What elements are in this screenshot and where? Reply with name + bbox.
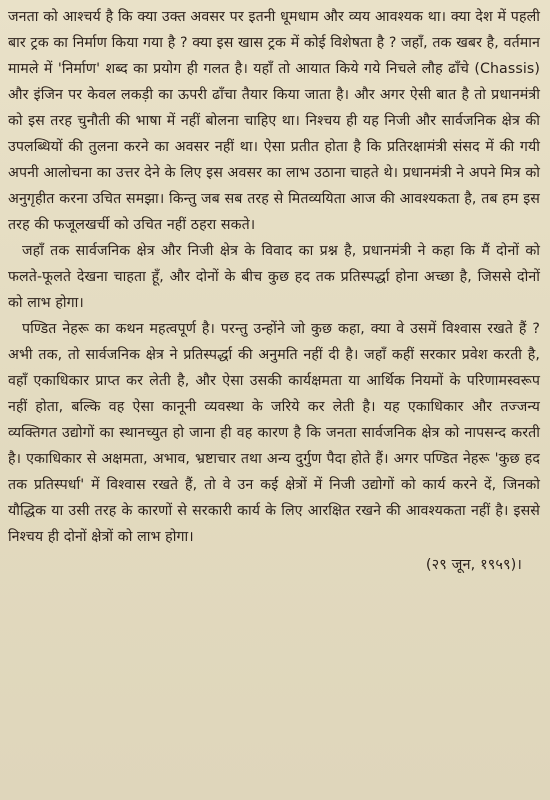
paragraph-3: पण्डित नेहरू का कथन महत्वपूर्ण है। परन्तु उन्होंने जो कुछ कहा, क्या वे उसमें विश्वास रखते हैं ? अभी तक, तो सार्वजनिक क्षेत्र ने प्रतिस्पर्द्धा की अनुमति नहीं दी है। जहाँ कहीं सरकार प्रवेश करती है, वहाँ एकाधिकार प्राप्त कर लेती है, और ऐसा उसकी कार्यक्षमता या आर्थिक नियमों के परिणामस्वरूप नहीं होता, बल्कि वह ऐसा कानूनी व्यवस्था के जरिये कर लेती है। यह एकाधिकार और तज्जन्य व्यक्तिगत उद्योगों का स्थानच्युत हो जाना ही वह कारण है कि जनता सार्वजनिक क्षेत्र को नापसन्द करती है। एकाधिकार से अक्षमता, अभाव, भ्रष्टाचार तथा अन्य दुर्गुण पैदा होते हैं। अगर पण्डित नेहरू 'कुछ हद तक प्रतिस्पर्धा' में विश्वास रखते हैं, तो वे उन कई क्षेत्रों में निजी उद्योगों को कार्य करने दें, जिनको यौद्धिक या उसी तरह के कारणों से सरकारी कार्य के लिए आरक्षित रखने की आवश्यकता नहीं है। इससे निश्चय ही दोनों क्षेत्रों को लाभ होगा। — [8, 321, 540, 545]
date-line: (२९ जून, १९५९)। — [425, 557, 522, 573]
paragraph-1: जनता को आश्चर्य है कि क्या उक्त अवसर पर इतनी धूमधाम और व्यय आवश्यक था। क्या देश में पहली बार ट्रक का निर्माण किया गया है ? क्या इस खास ट्रक में कोई विशेषता है ? जहाँ, तक खबर है, वर्तमान मामले में 'निर्माण' शब्द का प्रयोग ही गलत है। यहाँ तो आयात किये गये निचले लौह ढाँचे (Chassis) और इंजिन पर केवल लकड़ी का ऊपरी ढाँचा तैयार किया जाता है। और अगर ऐसी बात है तो प्रधानमंत्री को इस तरह चुनौती की भाषा में नहीं बोलना चाहिए था। निश्चय ही यह निजी और सार्वजनिक क्षेत्र की उपलब्धियों की तुलना करने का अवसर नहीं था। ऐसा प्रतीत होता है कि प्रतिरक्षामंत्री संसद में की गयी अपनी आलोचना का उत्तर देने के लिए इस अवसर का लाभ उठाना चाहते थे। प्रधानमंत्री ने अपने मित्र को अनुगृहीत करना उचित समझा। किन्तु जब सब तरह से मितव्ययिता आज की आवश्यकता है, तब हम इस तरह की फजूलखर्ची को उचित नहीं ठहरा सकते। — [8, 9, 540, 233]
paragraph-2: जहाँ तक सार्वजनिक क्षेत्र और निजी क्षेत्र के विवाद का प्रश्न है, प्रधानमंत्री ने कहा कि मैं दोनों को फलते-फूलते देखना चाहता हूँ, और दोनों के बीच कुछ हद तक प्रतिस्पर्द्धा होना अच्छा है, जिससे दोनों को लाभ होगा। — [8, 243, 540, 311]
